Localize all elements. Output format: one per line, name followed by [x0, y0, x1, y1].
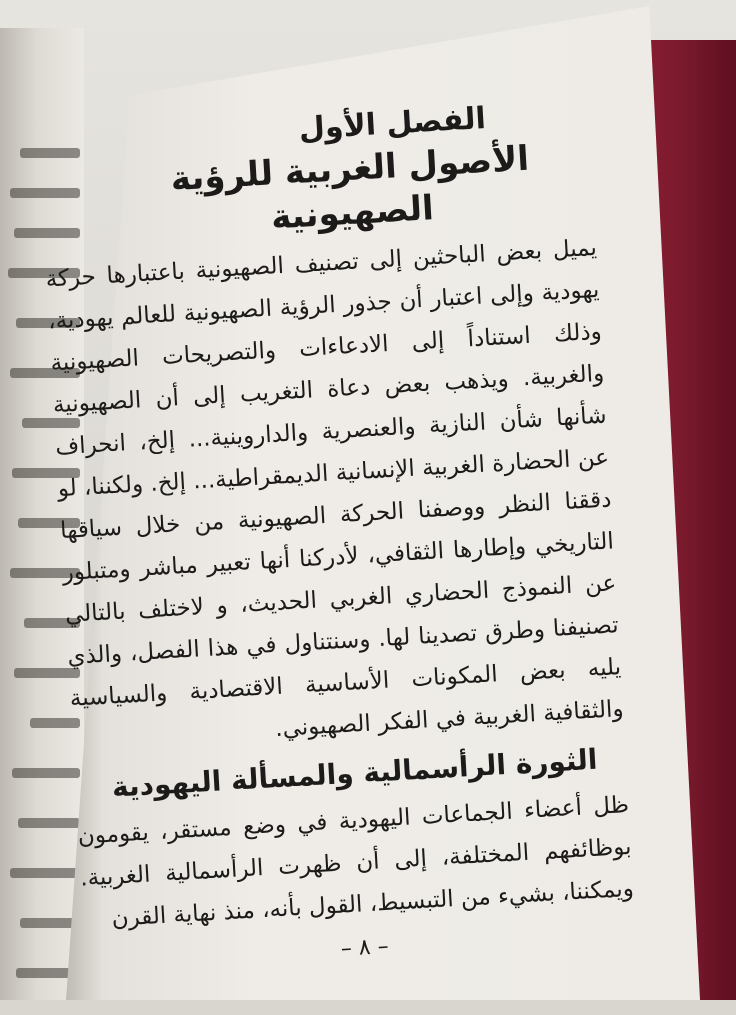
chapter-subtitle: الأصول الغربية للرؤية الصهيونية — [169, 138, 531, 238]
section-heading: الثورة الرأسمالية والمسألة اليهودية — [111, 742, 599, 804]
left-page-text-line — [18, 818, 80, 828]
body-paragraph-1: يميل بعض الباحثين إلى تصنيف الصهيونية باعتبارها حركة يهودية وإلى اعتبار أن جذور الرؤية الصهيونية للعالم يهودية، وذلك استناداً إلى الادعاءات والتصريحات الصهيونية والغربية. ويذهب بعض دعاة التغريب إلى أن الصهيونية شأنها شأن النازية والعنصرية والداروينية... إلخ، انحراف عن الحضارة الغربية الإنسانية الديمقراطية... إلخ. ولكننا، لو دققنا النظر ووصفنا الحركة الصهيونية من خلال سياقها التاريخي وإطارها الثقافي، لأدركنا أنها تعبير مباشر ومتبلور عن النموذج الحضاري الغربي الحديث، و لاختلف بالتالي تصنيفنا وطرق تصدينا لها. وسنتناول في هذا الفصل، والذي يليه بعض المكونات الأساسية الاقتصادية والسياسية والثقافية الغربية في الفكر الصهيوني. — [44, 234, 625, 743]
page-text-block — [37, 93, 647, 1015]
chapter-title: الفصل الأول — [297, 101, 487, 147]
left-page-text-line — [10, 868, 80, 878]
page-number: – ٨ – — [340, 933, 390, 962]
left-page-text-line — [12, 768, 80, 778]
left-page-text-line — [20, 918, 80, 928]
body-paragraph-2: ظل أعضاء الجماعات اليهودية في وضع مستقر، يقومون بوظائفهم المختلفة، إلى أن ظهرت الرأسمالية الغربية. ويمكننا، بشيء من التبسيط، القول بأنه، منذ نهاية القرن — [77, 791, 635, 932]
